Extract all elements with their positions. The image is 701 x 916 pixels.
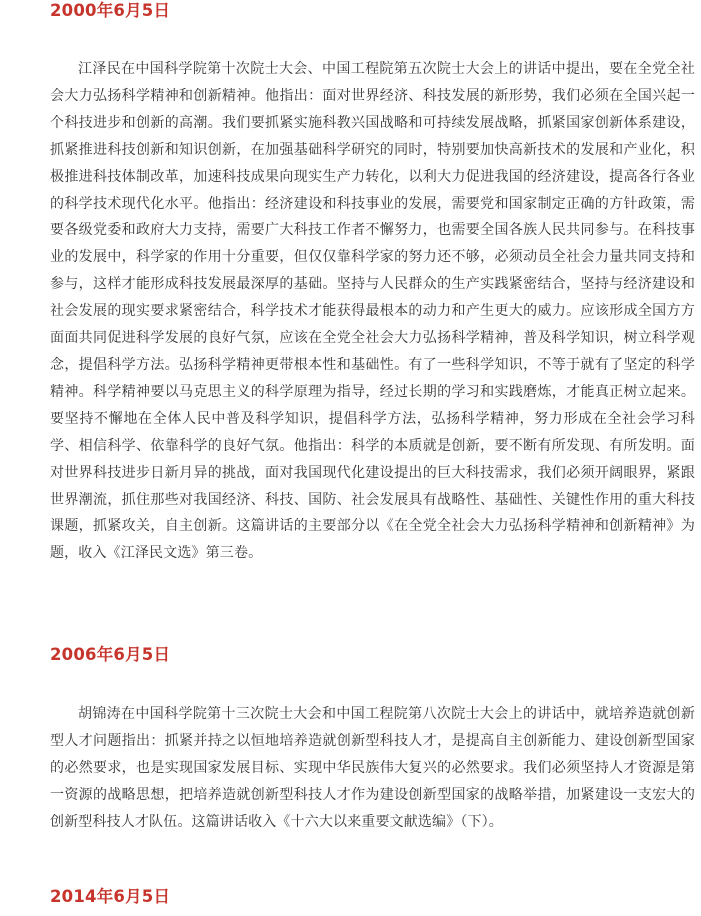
entry-date-heading: 2014年6月5日 — [50, 887, 171, 906]
entry-date-heading: 2000年6月5日 — [50, 1, 171, 20]
entry-paragraph: 胡锦涛在中国科学院第十三次院士大会和中国工程院第八次院士大会上的讲话中，就培养造就创新型人才问题指出：抓紧并持之以恒地培养造就创新型科技人才，是提高自主创新能力、建设创新型国家的必然要求，也是实现国家发展目标、实现中华民族伟大复兴的必然要求。我们必须坚持人才资源是第一资源的战略思想，把培养造就创新型科技人才作为建设创新型国家的战略举措，加紧建设一支宏大的创新型科技人才队伍。这篇讲话收入《十六大以来重要文献选编》（下）。 — [50, 706, 695, 830]
entry-date-heading: 2006年6月5日 — [50, 645, 171, 664]
entry-paragraph: 江泽民在中国科学院第十次院士大会、中国工程院第五次院士大会上的讲话中提出，要在全党全社会大力弘扬科学精神和创新精神。他指出：面对世界经济、科技发展的新形势，我们必须在全国兴起一个科技进步和创新的高潮。我们要抓紧实施科教兴国战略和可持续发展战略，抓紧国家创新体系建设，抓紧推进科技创新和知识创新，在加强基础科学研究的同时，特别要加快高新技术的发展和产业化，积极推进科技体制改革，加速科技成果向现实生产力转化，以利大力促进我国的经济建设，提高各行各业的科学技术现代化水平。他指出：经济建设和科技事业的发展，需要党和国家制定正确的方针政策，需要各级党委和政府大力支持，需要广大科技工作者不懈努力，也需要全国各族人民共同参与。在科技事业的发展中，科学家的作用十分重要，但仅仅靠科学家的努力还不够，必须动员全社会力量共同支持和参与，这样才能形成科技发展最深厚的基础。坚持与人民群众的生产实践紧密结合，坚持与经济建设和社会发展的现实要求紧密结合，科学技术才能获得最根本的动力和产生更大的威力。应该形成全国方方面面共同促进科学发展的良好气氛，应该在全党全社会大力弘扬科学精神，普及科学知识，树立科学观念，提倡科学方法。弘扬科学精神更带根本性和基础性。有了一些科学知识，不等于就有了坚定的科学精神。科学精神要以马克思主义的科学原理为指导，经过长期的学习和实践磨炼，才能真正树立起来。要坚持不懈地在全体人民中普及科学知识，提倡科学方法，弘扬科学精神，努力形成在全社会学习科学、相信科学、依靠科学的良好气氛。他指出：科学的本质就是创新，要不断有所发现、有所发明。面对世界科技进步日新月异的挑战，面对我国现代化建设提出的巨大科技需求，我们必须开阔眼界，紧跟世界潮流，抓住那些对我国经济、科技、国防、社会发展具有战略性、基础性、关键性作用的重大科技课题，抓紧攻关，自主创新。这篇讲话的主要部分以《在全党全社会大力弘扬科学精神和创新精神》为题，收入《江泽民文选》第三卷。 — [50, 61, 695, 562]
